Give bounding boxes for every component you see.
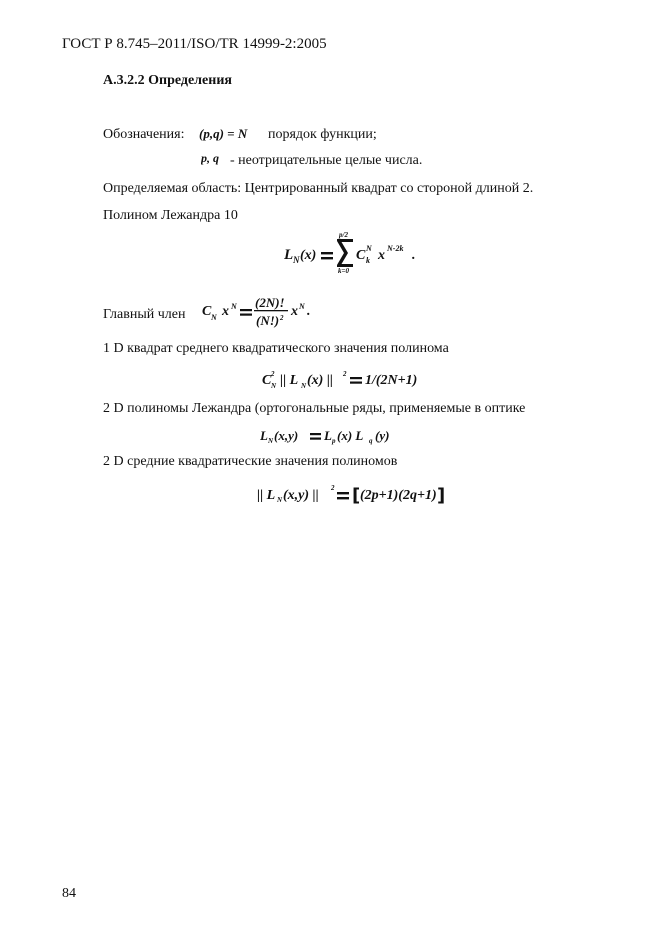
leading-term-label: Главный член	[103, 307, 186, 322]
svg-text:k: k	[366, 256, 370, 265]
svg-text:N: N	[211, 313, 217, 322]
svg-text:(N!): (N!)	[256, 313, 280, 328]
svg-text:(2N)!: (2N)!	[255, 295, 285, 310]
svg-text:L: L	[284, 247, 294, 263]
pq-text: - неотрицательные целые числа.	[230, 153, 423, 168]
order-formula	[199, 123, 265, 143]
svg-text:p, q: p, q	[201, 151, 219, 165]
svg-text:(y): (y)	[375, 428, 390, 443]
svg-text:N: N	[231, 302, 237, 311]
svg-text:C: C	[356, 248, 366, 263]
rms-2d-formula	[257, 480, 447, 506]
svg-text:N-2k: N-2k	[387, 244, 404, 253]
svg-text:N: N	[299, 302, 305, 311]
document-header: ГОСТ Р 8.745–2011/ISO/TR 14999-2:2005	[62, 36, 327, 52]
legendre-sum-formula	[284, 231, 444, 273]
svg-text:N: N	[277, 496, 283, 504]
svg-text:1/(2N+1): 1/(2N+1)	[365, 373, 418, 388]
svg-text:p/2: p/2	[339, 231, 348, 239]
svg-text:N: N	[271, 382, 277, 390]
legendre-2d-formula	[260, 425, 430, 445]
item-2-text: 2 D полиномы Лежандра (ортогональные ряды, применяемые в оптике	[103, 401, 526, 416]
svg-text:(2p+1)(2q+1): (2p+1)(2q+1)	[360, 488, 437, 503]
svg-text:C: C	[202, 304, 212, 319]
svg-text:(x) ||: (x) ||	[307, 373, 333, 388]
svg-text:q: q	[369, 437, 373, 445]
leading-term-formula	[202, 294, 322, 330]
svg-text:N: N	[366, 244, 372, 253]
order-text: порядок функции;	[268, 127, 377, 142]
svg-text:2: 2	[331, 484, 335, 492]
svg-text:C: C	[262, 373, 272, 388]
item-1-text: 1 D квадрат среднего квадратического значения полинома	[103, 341, 449, 356]
rms-square-formula	[262, 366, 422, 390]
svg-text:|| L: || L	[257, 488, 276, 503]
svg-text:(x) L: (x) L	[337, 428, 364, 443]
svg-text:2: 2	[280, 314, 284, 322]
svg-text:[: [	[352, 485, 361, 506]
svg-text:L: L	[260, 428, 268, 443]
svg-text:.: .	[412, 248, 416, 263]
svg-text:x: x	[291, 304, 298, 319]
svg-text:(x,y): (x,y)	[274, 428, 299, 443]
order-formula-text: (p,q) = N	[199, 126, 248, 141]
svg-text:N: N	[268, 437, 274, 445]
svg-text:L: L	[324, 428, 332, 443]
domain-text: Определяемая область: Центрированный квадрат со стороной длиной 2.	[103, 181, 534, 196]
svg-text:2: 2	[343, 370, 347, 378]
svg-text:x: x	[378, 248, 385, 263]
svg-text:|| L: || L	[280, 373, 299, 388]
svg-text:N: N	[293, 255, 300, 265]
svg-text:k=0: k=0	[338, 267, 349, 273]
legendre-title: Полином Лежандра 10	[103, 208, 238, 223]
svg-text:.: .	[307, 304, 311, 319]
notation-label: Обозначения:	[103, 127, 185, 142]
svg-text:(x): (x)	[300, 248, 317, 263]
svg-text:(x,y) ||: (x,y) ||	[283, 488, 319, 503]
svg-text:x: x	[222, 304, 229, 319]
item-3-text: 2 D средние квадратические значения полиномов	[103, 454, 398, 469]
section-title: А.3.2.2 Определения	[103, 73, 232, 88]
page-number: 84	[62, 886, 76, 901]
svg-text:N: N	[301, 382, 307, 390]
pq-formula	[201, 149, 229, 167]
svg-text:p: p	[332, 437, 336, 445]
svg-text:2: 2	[271, 370, 275, 378]
svg-text:]: ]	[437, 485, 446, 506]
